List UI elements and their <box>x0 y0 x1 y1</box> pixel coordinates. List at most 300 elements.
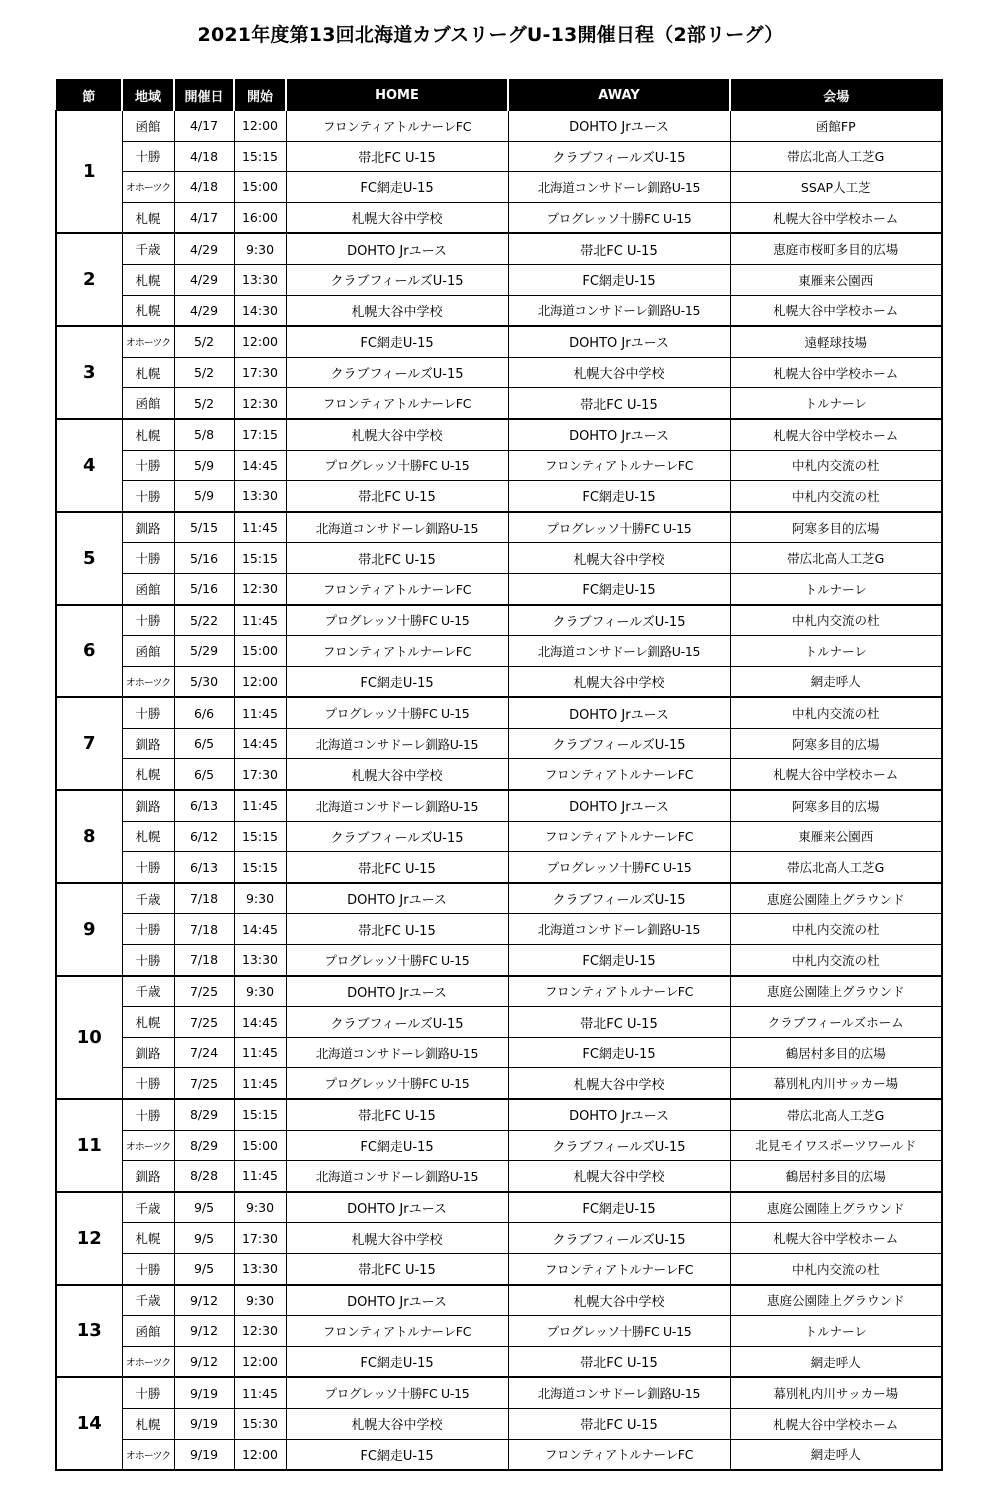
away-team-cell: DOHTO Jrユース <box>508 790 730 821</box>
venue-cell: 札幌大谷中学校ホーム <box>730 1223 942 1254</box>
home-team-cell: 北海道コンサドーレ釧路U-15 <box>286 1037 508 1068</box>
away-team-cell: DOHTO Jrユース <box>508 419 730 450</box>
time-cell: 11:45 <box>234 512 286 543</box>
date-cell: 7/18 <box>174 914 234 945</box>
area-cell: 釧路 <box>122 728 174 759</box>
area-cell: 函館 <box>122 1316 174 1347</box>
away-team-cell: フロンティアトルナーレFC <box>508 821 730 852</box>
away-team-cell: フロンティアトルナーレFC <box>508 1253 730 1284</box>
area-cell: 函館 <box>122 573 174 604</box>
home-team-cell: FC網走U-15 <box>286 1346 508 1377</box>
away-team-cell: クラブフィールズU-15 <box>508 141 730 172</box>
venue-cell: 鶴居村多目的広場 <box>730 1161 942 1192</box>
header-time: 開始 <box>234 80 286 111</box>
area-cell: 函館 <box>122 636 174 667</box>
date-cell: 9/12 <box>174 1285 234 1316</box>
home-team-cell: 北海道コンサドーレ釧路U-15 <box>286 1161 508 1192</box>
date-cell: 7/25 <box>174 1068 234 1099</box>
time-cell: 15:15 <box>234 852 286 883</box>
table-row <box>56 357 942 388</box>
away-team-cell: プログレッソ十勝FC U-15 <box>508 1316 730 1347</box>
round-number: 2 <box>56 233 122 326</box>
venue-cell: 恵庭市桜町多目的広場 <box>730 233 942 264</box>
time-cell: 15:15 <box>234 543 286 574</box>
time-cell: 14:45 <box>234 450 286 481</box>
away-team-cell: FC網走U-15 <box>508 945 730 976</box>
round-number: 4 <box>56 419 122 512</box>
date-cell: 4/18 <box>174 141 234 172</box>
table-row <box>56 914 942 945</box>
date-cell: 9/12 <box>174 1316 234 1347</box>
round-number: 13 <box>56 1285 122 1378</box>
area-cell: 函館 <box>122 111 174 142</box>
away-team-cell: 帯北FC U-15 <box>508 1346 730 1377</box>
away-team-cell: DOHTO Jrユース <box>508 697 730 728</box>
home-team-cell: 北海道コンサドーレ釧路U-15 <box>286 790 508 821</box>
venue-cell: 帯広北高人工芝G <box>730 543 942 574</box>
home-team-cell: フロンティアトルナーレFC <box>286 111 508 142</box>
time-cell: 15:00 <box>234 172 286 203</box>
home-team-cell: DOHTO Jrユース <box>286 976 508 1007</box>
away-team-cell: プログレッソ十勝FC U-15 <box>508 512 730 543</box>
home-team-cell: DOHTO Jrユース <box>286 233 508 264</box>
area-cell: 札幌 <box>122 759 174 790</box>
home-team-cell: 帯北FC U-15 <box>286 852 508 883</box>
venue-cell: 阿寒多目的広場 <box>730 512 942 543</box>
venue-cell: 帯広北高人工芝G <box>730 141 942 172</box>
table-row <box>56 759 942 790</box>
time-cell: 11:45 <box>234 790 286 821</box>
time-cell: 17:30 <box>234 357 286 388</box>
area-cell: 十勝 <box>122 914 174 945</box>
away-team-cell: 帯北FC U-15 <box>508 1007 730 1038</box>
away-team-cell: プログレッソ十勝FC U-15 <box>508 852 730 883</box>
table-row <box>56 1408 942 1439</box>
area-cell: 札幌 <box>122 202 174 233</box>
time-cell: 12:00 <box>234 1439 286 1470</box>
area-cell: 十勝 <box>122 945 174 976</box>
area-cell: オホーツク <box>122 1439 174 1470</box>
date-cell: 5/2 <box>174 388 234 419</box>
table-row <box>56 573 942 604</box>
time-cell: 13:30 <box>234 481 286 512</box>
date-cell: 4/17 <box>174 111 234 142</box>
table-row <box>56 1099 942 1130</box>
time-cell: 11:45 <box>234 1161 286 1192</box>
date-cell: 5/2 <box>174 357 234 388</box>
home-team-cell: フロンティアトルナーレFC <box>286 388 508 419</box>
away-team-cell: フロンティアトルナーレFC <box>508 976 730 1007</box>
area-cell: 千歳 <box>122 1285 174 1316</box>
date-cell: 6/5 <box>174 728 234 759</box>
venue-cell: トルナーレ <box>730 388 942 419</box>
table-row <box>56 976 942 1007</box>
table-row <box>56 1285 942 1316</box>
header-row <box>56 80 942 111</box>
area-cell: 十勝 <box>122 1377 174 1408</box>
away-team-cell: 帯北FC U-15 <box>508 233 730 264</box>
venue-cell: 網走呼人 <box>730 1439 942 1470</box>
home-team-cell: プログレッソ十勝FC U-15 <box>286 450 508 481</box>
home-team-cell: 帯北FC U-15 <box>286 141 508 172</box>
venue-cell: 中札内交流の杜 <box>730 1253 942 1284</box>
area-cell: 十勝 <box>122 1099 174 1130</box>
home-team-cell: FC網走U-15 <box>286 666 508 697</box>
home-team-cell: DOHTO Jrユース <box>286 883 508 914</box>
date-cell: 9/5 <box>174 1192 234 1223</box>
home-team-cell: FC網走U-15 <box>286 326 508 357</box>
home-team-cell: クラブフィールズU-15 <box>286 357 508 388</box>
time-cell: 9:30 <box>234 1192 286 1223</box>
venue-cell: 恵庭公園陸上グラウンド <box>730 976 942 1007</box>
area-cell: 札幌 <box>122 821 174 852</box>
round-number: 7 <box>56 697 122 790</box>
away-team-cell: 札幌大谷中学校 <box>508 666 730 697</box>
area-cell: 札幌 <box>122 295 174 326</box>
home-team-cell: DOHTO Jrユース <box>286 1285 508 1316</box>
date-cell: 8/29 <box>174 1130 234 1161</box>
area-cell: 札幌 <box>122 1408 174 1439</box>
header-date: 開催日 <box>174 80 234 111</box>
area-cell: 札幌 <box>122 1007 174 1038</box>
table-row <box>56 543 942 574</box>
round-number: 1 <box>56 111 122 234</box>
area-cell: 十勝 <box>122 450 174 481</box>
time-cell: 15:00 <box>234 636 286 667</box>
area-cell: 十勝 <box>122 1068 174 1099</box>
header-home: HOME <box>286 80 508 111</box>
time-cell: 12:30 <box>234 573 286 604</box>
date-cell: 7/25 <box>174 976 234 1007</box>
venue-cell: 阿寒多目的広場 <box>730 728 942 759</box>
table-row <box>56 883 942 914</box>
round-number: 12 <box>56 1192 122 1285</box>
date-cell: 6/13 <box>174 852 234 883</box>
away-team-cell: クラブフィールズU-15 <box>508 1130 730 1161</box>
away-team-cell: クラブフィールズU-15 <box>508 605 730 636</box>
date-cell: 5/9 <box>174 450 234 481</box>
home-team-cell: クラブフィールズU-15 <box>286 264 508 295</box>
venue-cell: 阿寒多目的広場 <box>730 790 942 821</box>
away-team-cell: フロンティアトルナーレFC <box>508 759 730 790</box>
time-cell: 17:15 <box>234 419 286 450</box>
table-row <box>56 512 942 543</box>
date-cell: 4/18 <box>174 172 234 203</box>
table-row <box>56 202 942 233</box>
venue-cell: 網走呼人 <box>730 1346 942 1377</box>
round-number: 8 <box>56 790 122 883</box>
date-cell: 5/22 <box>174 605 234 636</box>
time-cell: 13:30 <box>234 945 286 976</box>
home-team-cell: 札幌大谷中学校 <box>286 1408 508 1439</box>
round-number: 6 <box>56 605 122 698</box>
schedule-table <box>55 79 943 1471</box>
time-cell: 13:30 <box>234 264 286 295</box>
away-team-cell: プログレッソ十勝FC U-15 <box>508 202 730 233</box>
home-team-cell: 札幌大谷中学校 <box>286 1223 508 1254</box>
venue-cell: トルナーレ <box>730 636 942 667</box>
venue-cell: 帯広北高人工芝G <box>730 852 942 883</box>
table-row <box>56 728 942 759</box>
date-cell: 9/19 <box>174 1377 234 1408</box>
time-cell: 13:30 <box>234 1253 286 1284</box>
home-team-cell: 帯北FC U-15 <box>286 1099 508 1130</box>
away-team-cell: クラブフィールズU-15 <box>508 1223 730 1254</box>
table-row <box>56 172 942 203</box>
away-team-cell: FC網走U-15 <box>508 1037 730 1068</box>
table-row <box>56 111 942 142</box>
venue-cell: クラブフィールズホーム <box>730 1007 942 1038</box>
away-team-cell: クラブフィールズU-15 <box>508 883 730 914</box>
time-cell: 9:30 <box>234 976 286 1007</box>
table-row <box>56 1253 942 1284</box>
date-cell: 5/2 <box>174 326 234 357</box>
table-row <box>56 1439 942 1470</box>
table-row <box>56 450 942 481</box>
date-cell: 8/28 <box>174 1161 234 1192</box>
table-row <box>56 945 942 976</box>
date-cell: 7/18 <box>174 945 234 976</box>
time-cell: 17:30 <box>234 1223 286 1254</box>
time-cell: 9:30 <box>234 233 286 264</box>
round-number: 3 <box>56 326 122 419</box>
time-cell: 12:30 <box>234 1316 286 1347</box>
home-team-cell: フロンティアトルナーレFC <box>286 1316 508 1347</box>
venue-cell: 幕別札内川サッカー場 <box>730 1068 942 1099</box>
area-cell: 十勝 <box>122 1253 174 1284</box>
home-team-cell: クラブフィールズU-15 <box>286 821 508 852</box>
time-cell: 9:30 <box>234 1285 286 1316</box>
date-cell: 4/29 <box>174 264 234 295</box>
date-cell: 4/29 <box>174 295 234 326</box>
home-team-cell: DOHTO Jrユース <box>286 1192 508 1223</box>
time-cell: 14:45 <box>234 914 286 945</box>
date-cell: 7/25 <box>174 1007 234 1038</box>
date-cell: 6/6 <box>174 697 234 728</box>
home-team-cell: クラブフィールズU-15 <box>286 1007 508 1038</box>
area-cell: 釧路 <box>122 790 174 821</box>
venue-cell: 札幌大谷中学校ホーム <box>730 419 942 450</box>
away-team-cell: 札幌大谷中学校 <box>508 1285 730 1316</box>
venue-cell: SSAP人工芝 <box>730 172 942 203</box>
away-team-cell: DOHTO Jrユース <box>508 326 730 357</box>
round-number: 10 <box>56 976 122 1099</box>
table-row <box>56 388 942 419</box>
venue-cell: 帯広北高人工芝G <box>730 1099 942 1130</box>
schedule-body <box>56 111 942 1471</box>
time-cell: 15:00 <box>234 1130 286 1161</box>
area-cell: 十勝 <box>122 605 174 636</box>
area-cell: 千歳 <box>122 883 174 914</box>
away-team-cell: 北海道コンサドーレ釧路U-15 <box>508 172 730 203</box>
date-cell: 5/9 <box>174 481 234 512</box>
area-cell: オホーツク <box>122 666 174 697</box>
time-cell: 11:45 <box>234 1068 286 1099</box>
away-team-cell: フロンティアトルナーレFC <box>508 450 730 481</box>
home-team-cell: FC網走U-15 <box>286 1439 508 1470</box>
away-team-cell: フロンティアトルナーレFC <box>508 1439 730 1470</box>
home-team-cell: 札幌大谷中学校 <box>286 202 508 233</box>
venue-cell: 恵庭公園陸上グラウンド <box>730 1285 942 1316</box>
area-cell: オホーツク <box>122 1130 174 1161</box>
venue-cell: 札幌大谷中学校ホーム <box>730 1408 942 1439</box>
table-row <box>56 419 942 450</box>
table-row <box>56 1316 942 1347</box>
area-cell: 十勝 <box>122 852 174 883</box>
date-cell: 9/19 <box>174 1439 234 1470</box>
table-row <box>56 790 942 821</box>
table-row <box>56 295 942 326</box>
table-row <box>56 697 942 728</box>
date-cell: 9/5 <box>174 1253 234 1284</box>
date-cell: 5/29 <box>174 636 234 667</box>
time-cell: 12:00 <box>234 326 286 357</box>
time-cell: 11:45 <box>234 697 286 728</box>
home-team-cell: 札幌大谷中学校 <box>286 419 508 450</box>
away-team-cell: 札幌大谷中学校 <box>508 1068 730 1099</box>
venue-cell: トルナーレ <box>730 1316 942 1347</box>
venue-cell: 札幌大谷中学校ホーム <box>730 202 942 233</box>
home-team-cell: プログレッソ十勝FC U-15 <box>286 1068 508 1099</box>
date-cell: 7/24 <box>174 1037 234 1068</box>
area-cell: 札幌 <box>122 264 174 295</box>
away-team-cell: 札幌大谷中学校 <box>508 1161 730 1192</box>
away-team-cell: 帯北FC U-15 <box>508 1408 730 1439</box>
date-cell: 9/12 <box>174 1346 234 1377</box>
table-row <box>56 233 942 264</box>
table-row <box>56 1161 942 1192</box>
venue-cell: 恵庭公園陸上グラウンド <box>730 1192 942 1223</box>
away-team-cell: 札幌大谷中学校 <box>508 357 730 388</box>
time-cell: 15:30 <box>234 1408 286 1439</box>
round-number: 5 <box>56 512 122 605</box>
table-row <box>56 481 942 512</box>
venue-cell: 恵庭公園陸上グラウンド <box>730 883 942 914</box>
date-cell: 8/29 <box>174 1099 234 1130</box>
venue-cell: 中札内交流の杜 <box>730 914 942 945</box>
away-team-cell: 北海道コンサドーレ釧路U-15 <box>508 1377 730 1408</box>
date-cell: 9/19 <box>174 1408 234 1439</box>
time-cell: 12:00 <box>234 666 286 697</box>
date-cell: 4/29 <box>174 233 234 264</box>
area-cell: 十勝 <box>122 543 174 574</box>
table-row <box>56 1346 942 1377</box>
table-row <box>56 1037 942 1068</box>
time-cell: 12:00 <box>234 111 286 142</box>
away-team-cell: DOHTO Jrユース <box>508 1099 730 1130</box>
area-cell: 十勝 <box>122 141 174 172</box>
area-cell: オホーツク <box>122 1346 174 1377</box>
table-row <box>56 1130 942 1161</box>
away-team-cell: 北海道コンサドーレ釧路U-15 <box>508 295 730 326</box>
date-cell: 5/15 <box>174 512 234 543</box>
home-team-cell: フロンティアトルナーレFC <box>286 573 508 604</box>
header-area: 地域 <box>122 80 174 111</box>
round-number: 9 <box>56 883 122 976</box>
table-row <box>56 1223 942 1254</box>
home-team-cell: プログレッソ十勝FC U-15 <box>286 1377 508 1408</box>
venue-cell: 幕別札内川サッカー場 <box>730 1377 942 1408</box>
table-row <box>56 666 942 697</box>
home-team-cell: 帯北FC U-15 <box>286 1253 508 1284</box>
table-row <box>56 264 942 295</box>
date-cell: 6/5 <box>174 759 234 790</box>
date-cell: 6/13 <box>174 790 234 821</box>
venue-cell: 札幌大谷中学校ホーム <box>730 295 942 326</box>
area-cell: 釧路 <box>122 512 174 543</box>
away-team-cell: FC網走U-15 <box>508 1192 730 1223</box>
date-cell: 4/17 <box>174 202 234 233</box>
home-team-cell: 帯北FC U-15 <box>286 543 508 574</box>
date-cell: 5/16 <box>174 543 234 574</box>
away-team-cell: 札幌大谷中学校 <box>508 543 730 574</box>
home-team-cell: 札幌大谷中学校 <box>286 295 508 326</box>
time-cell: 14:30 <box>234 295 286 326</box>
venue-cell: 中札内交流の杜 <box>730 945 942 976</box>
venue-cell: 鶴居村多目的広場 <box>730 1037 942 1068</box>
area-cell: 釧路 <box>122 1161 174 1192</box>
date-cell: 5/8 <box>174 419 234 450</box>
venue-cell: 中札内交流の杜 <box>730 450 942 481</box>
home-team-cell: 札幌大谷中学校 <box>286 759 508 790</box>
table-row <box>56 1377 942 1408</box>
time-cell: 14:45 <box>234 728 286 759</box>
venue-cell: 遠軽球技場 <box>730 326 942 357</box>
table-row <box>56 326 942 357</box>
area-cell: 函館 <box>122 388 174 419</box>
table-row <box>56 1068 942 1099</box>
round-number: 14 <box>56 1377 122 1470</box>
home-team-cell: プログレッソ十勝FC U-15 <box>286 697 508 728</box>
area-cell: 釧路 <box>122 1037 174 1068</box>
time-cell: 15:15 <box>234 141 286 172</box>
venue-cell: 函館FP <box>730 111 942 142</box>
away-team-cell: FC網走U-15 <box>508 481 730 512</box>
time-cell: 15:15 <box>234 1099 286 1130</box>
home-team-cell: プログレッソ十勝FC U-15 <box>286 605 508 636</box>
table-row <box>56 605 942 636</box>
time-cell: 16:00 <box>234 202 286 233</box>
table-row <box>56 1192 942 1223</box>
date-cell: 5/30 <box>174 666 234 697</box>
header-venue: 会場 <box>730 80 942 111</box>
area-cell: 札幌 <box>122 1223 174 1254</box>
away-team-cell: 帯北FC U-15 <box>508 388 730 419</box>
away-team-cell: 北海道コンサドーレ釧路U-15 <box>508 636 730 667</box>
home-team-cell: FC網走U-15 <box>286 172 508 203</box>
home-team-cell: 北海道コンサドーレ釧路U-15 <box>286 728 508 759</box>
venue-cell: 網走呼人 <box>730 666 942 697</box>
table-row <box>56 1007 942 1038</box>
venue-cell: 北見モイワスポーツワールド <box>730 1130 942 1161</box>
time-cell: 12:30 <box>234 388 286 419</box>
venue-cell: 中札内交流の杜 <box>730 605 942 636</box>
date-cell: 6/12 <box>174 821 234 852</box>
venue-cell: 中札内交流の杜 <box>730 697 942 728</box>
venue-cell: 中札内交流の杜 <box>730 481 942 512</box>
venue-cell: 札幌大谷中学校ホーム <box>730 759 942 790</box>
away-team-cell: DOHTO Jrユース <box>508 111 730 142</box>
time-cell: 15:15 <box>234 821 286 852</box>
date-cell: 9/5 <box>174 1223 234 1254</box>
venue-cell: トルナーレ <box>730 573 942 604</box>
time-cell: 11:45 <box>234 605 286 636</box>
time-cell: 12:00 <box>234 1346 286 1377</box>
venue-cell: 札幌大谷中学校ホーム <box>730 357 942 388</box>
time-cell: 17:30 <box>234 759 286 790</box>
table-row <box>56 636 942 667</box>
away-team-cell: FC網走U-15 <box>508 573 730 604</box>
